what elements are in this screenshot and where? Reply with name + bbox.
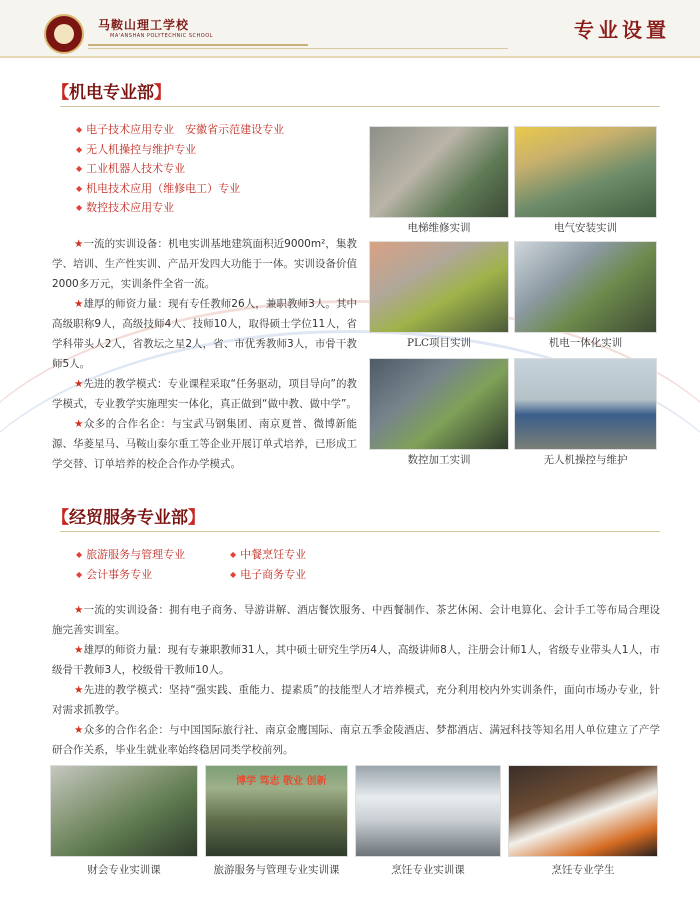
caption: 电梯维修实训 <box>407 222 471 234</box>
paragraph: ★雄厚的师资力量：现有专兼职教师31人，其中硕士研究生学历4人，高级讲师8人，注册会计师1人，省级专业带头人1人，市级骨干教师3人，校级骨干教师10人。 <box>52 644 660 676</box>
section1-title: 【机电专业部】 <box>52 83 171 103</box>
list-item: ◆ 工业机器人技术专业 <box>76 162 186 175</box>
caption: 数控加工实训 <box>407 454 471 466</box>
section2-major-list-right <box>230 545 380 584</box>
photo-cnc-training <box>369 358 509 450</box>
photo-cooking-training <box>355 765 501 857</box>
list-item: ◆ 无人机操控与维护专业 <box>76 142 197 156</box>
photo-mechatronics-training <box>514 241 657 333</box>
section1-paragraphs <box>52 234 357 474</box>
section1-rule <box>60 106 660 107</box>
caption: 无人机操控与维护 <box>543 454 628 466</box>
header-rule <box>88 44 308 46</box>
photo-tourism-training <box>205 765 348 857</box>
paragraph: ★一流的实训设备：机电实训基地建筑面积近9000m²，集教学、培训、生产性实训、产品开发四大功能于一体。实训设备价值2000多万元，实训条件全省一流。 <box>52 238 357 290</box>
list-item: ◆ 数控技术应用专业 <box>76 201 175 214</box>
caption: 财会专业实训课 <box>87 864 161 876</box>
section2-rule <box>60 531 660 532</box>
list-item: ◆ 电子商务专业 <box>230 567 307 581</box>
header-divider <box>0 56 700 58</box>
caption: 旅游服务与管理专业实训课 <box>213 864 340 876</box>
school-name-en: MA'ANSHAN POLYTECHNIC SCHOOL <box>110 33 213 39</box>
caption: 电气安装实训 <box>554 222 617 234</box>
paragraph: ★众多的合作名企：与宝武马钢集团、南京夏普、微博新能源、华菱星马、马鞍山泰尔重工等企业开展订单式培养，已形成工学交替、订单培养的校企合作办学模式。 <box>52 418 357 470</box>
section1-major-list <box>76 120 366 218</box>
caption: 烹饪专业学生 <box>551 864 615 876</box>
photo-electrical-training <box>514 126 657 218</box>
paragraph: ★雄厚的师资力量：现有专任教师26人，兼职教师3人。其中高级职称9人，高级技师4人、技师10人，取得硕士学位11人，省学科带头人2人，省教坛之星2人，省、市优秀教师3人，市骨干教师5人。 <box>52 298 357 370</box>
caption: 机电一体化实训 <box>548 337 623 349</box>
page-title: 专业设置 <box>574 18 670 42</box>
paragraph: ★先进的教学模式：坚持“强实践、重能力、提素质”的技能型人才培养模式，充分利用校内外实训条件，面向市场办专业，针对需求抓教学。 <box>52 684 660 716</box>
paragraph: ★一流的实训设备：拥有电子商务、导游讲解、酒店餐饮服务、中西餐制作、茶艺休闲、会计电算化、会计手工等布局合理设施完善实训室。 <box>52 604 660 636</box>
photo-elevator-training <box>369 126 509 218</box>
photo-drone-training <box>514 358 657 450</box>
section2-major-list-left <box>76 545 226 584</box>
list-item: ◆ 旅游服务与管理专业 <box>76 548 186 561</box>
list-item: ◆ 机电技术应用（维修电工）专业 <box>76 181 241 195</box>
photo-plc-training <box>369 241 509 333</box>
paragraph: ★先进的教学模式：专业课程采取“任务驱动，项目导向”的教学模式，专业教学实施理实一体化，真正做到“做中教、做中学”。 <box>52 378 357 410</box>
header-rule-thin <box>88 48 508 49</box>
photo-cooking-student <box>508 765 658 857</box>
list-item: ◆ 中餐烹饪专业 <box>230 548 307 561</box>
school-logo-emblem <box>54 24 74 44</box>
section2-paragraphs <box>52 600 660 760</box>
caption: 烹饪专业实训课 <box>391 864 465 876</box>
caption: PLC项目实训 <box>406 337 472 349</box>
classroom-banner-text: 博学 笃志 敬业 创新 <box>236 776 327 787</box>
school-name-cn: 马鞍山理工学校 <box>98 18 190 32</box>
list-item: ◆ 会计事务专业 <box>76 567 153 581</box>
paragraph: ★众多的合作名企：与中国国际旅行社、南京金鹰国际、南京五季金陵酒店、梦都酒店、满冠科技等知名用人单位建立了产学研合作关系，毕业生就业率始终稳居同类学校前列。 <box>52 724 660 756</box>
section2-title: 【经贸服务专业部】 <box>52 508 205 528</box>
list-item: ◆ 电子技术应用专业 安徽省示范建设专业 <box>76 123 285 136</box>
photo-accounting-training <box>50 765 198 857</box>
